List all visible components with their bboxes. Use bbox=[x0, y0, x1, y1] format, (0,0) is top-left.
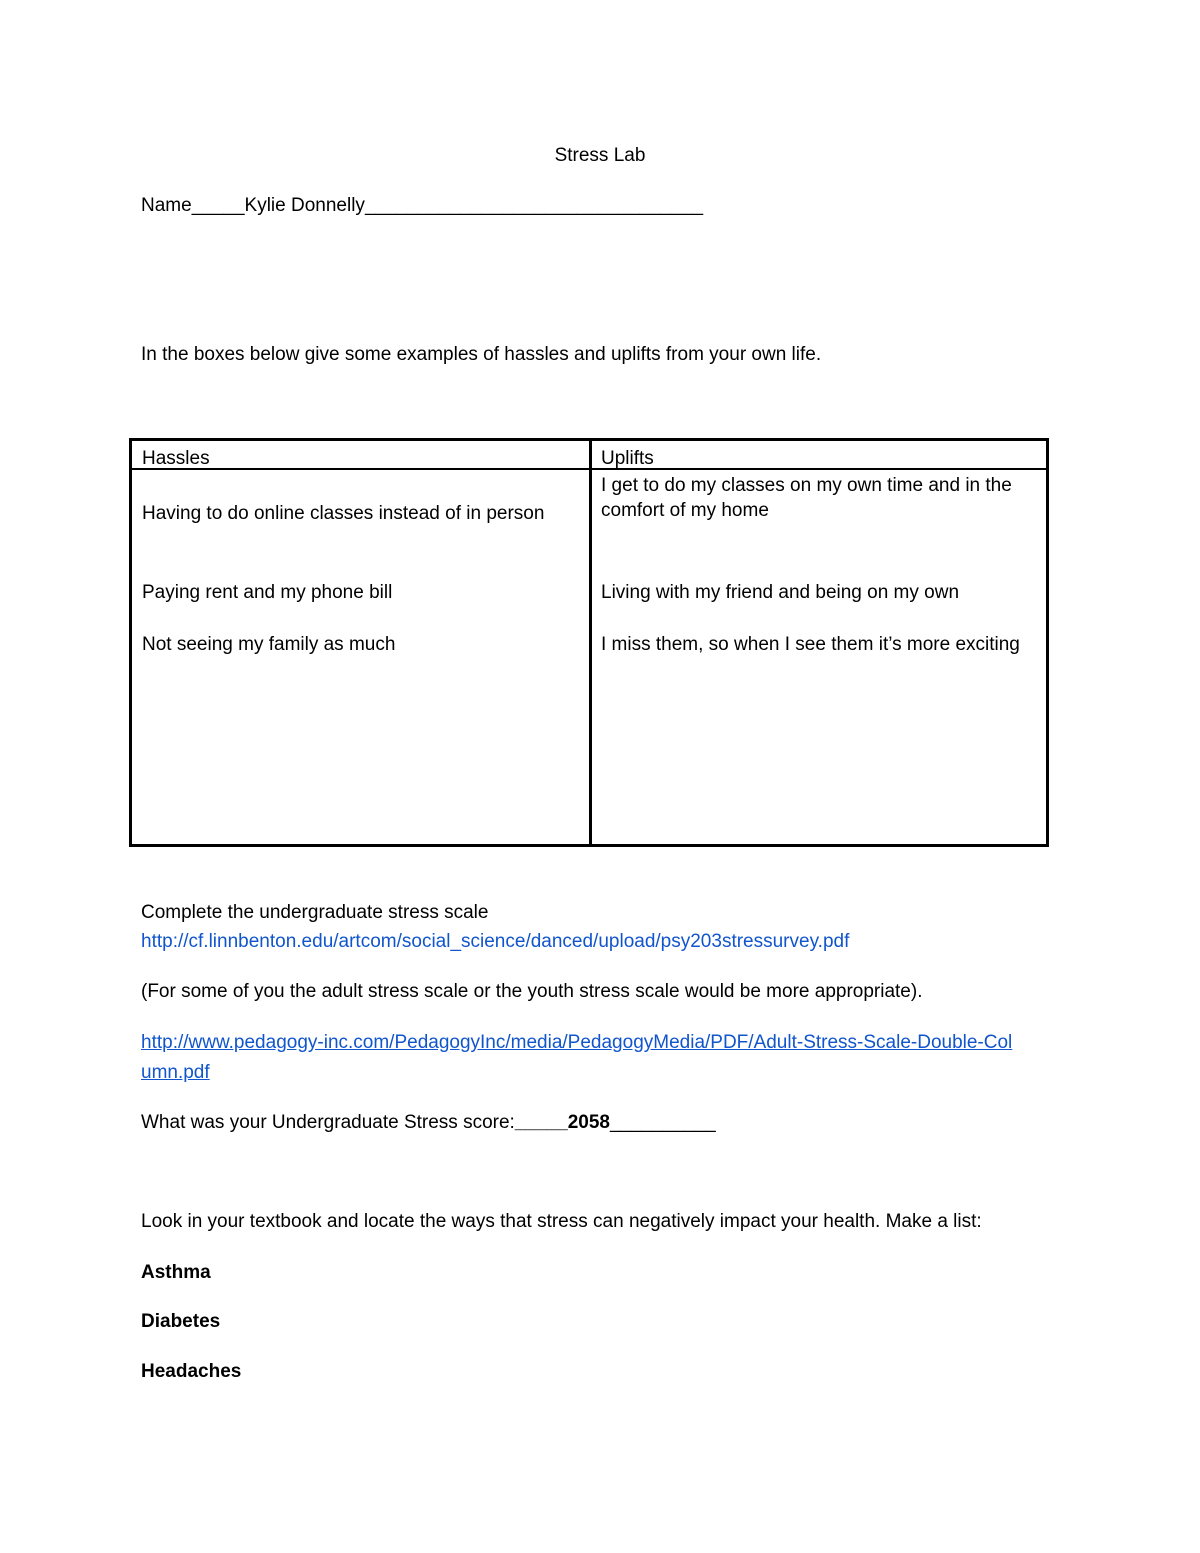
hassle-item[interactable]: Paying rent and my phone bill bbox=[142, 582, 393, 603]
adult-scale-link-line2[interactable]: umn.pdf bbox=[141, 1062, 210, 1083]
uplifts-header: Uplifts bbox=[601, 448, 654, 469]
name-blank-after: ________________________________ bbox=[364, 195, 704, 216]
health-list-item[interactable]: Asthma bbox=[141, 1262, 211, 1283]
health-list-item[interactable]: Diabetes bbox=[141, 1311, 221, 1332]
uplift-item[interactable]: I miss them, so when I see them it’s more exciting bbox=[601, 634, 1020, 655]
uplift-item[interactable]: Living with my friend and being on my own bbox=[601, 582, 960, 603]
score-blank-after: __________ bbox=[609, 1112, 716, 1133]
table-column-divider bbox=[589, 441, 592, 844]
hassles-uplifts-table bbox=[129, 438, 1049, 847]
undergrad-survey-link[interactable]: http://cf.linnbenton.edu/artcom/social_science/danced/upload/psy203stressurvey.pdf bbox=[141, 931, 850, 952]
alternate-scale-note: (For some of you the adult stress scale or the youth stress scale would be more appropriate). bbox=[141, 981, 923, 1002]
name-label: Name bbox=[141, 195, 192, 216]
textbook-prompt: Look in your textbook and locate the ways that stress can negatively impact your health. Make a list: bbox=[141, 1211, 982, 1232]
page-title: Stress Lab bbox=[554, 145, 646, 166]
name-line bbox=[141, 196, 703, 215]
score-question: What was your Undergraduate Stress score: bbox=[141, 1112, 515, 1133]
name-value[interactable]: Kylie Donnelly bbox=[244, 195, 365, 216]
score-line bbox=[141, 1113, 716, 1132]
name-blank-before: _____ bbox=[191, 195, 245, 216]
hassle-item[interactable]: Having to do online classes instead of in person bbox=[142, 503, 545, 524]
instructions: In the boxes below give some examples of hassles and uplifts from your own life. bbox=[141, 344, 822, 365]
hassle-item[interactable]: Not seeing my family as much bbox=[142, 634, 396, 655]
hassles-header: Hassles bbox=[142, 448, 210, 469]
score-blank-before: _____ bbox=[514, 1112, 568, 1133]
complete-scale-text: Complete the undergraduate stress scale bbox=[141, 902, 489, 923]
score-value[interactable]: 2058 bbox=[567, 1112, 610, 1133]
health-list-item[interactable]: Headaches bbox=[141, 1361, 242, 1382]
table-header-divider bbox=[132, 468, 1046, 470]
adult-scale-link-line1[interactable]: http://www.pedagogy-inc.com/PedagogyInc/media/PedagogyMedia/PDF/Adult-Stress-Scale-Double-Col bbox=[141, 1032, 1013, 1053]
uplift-item[interactable]: I get to do my classes on my own time and in the comfort of my home bbox=[601, 475, 1012, 521]
